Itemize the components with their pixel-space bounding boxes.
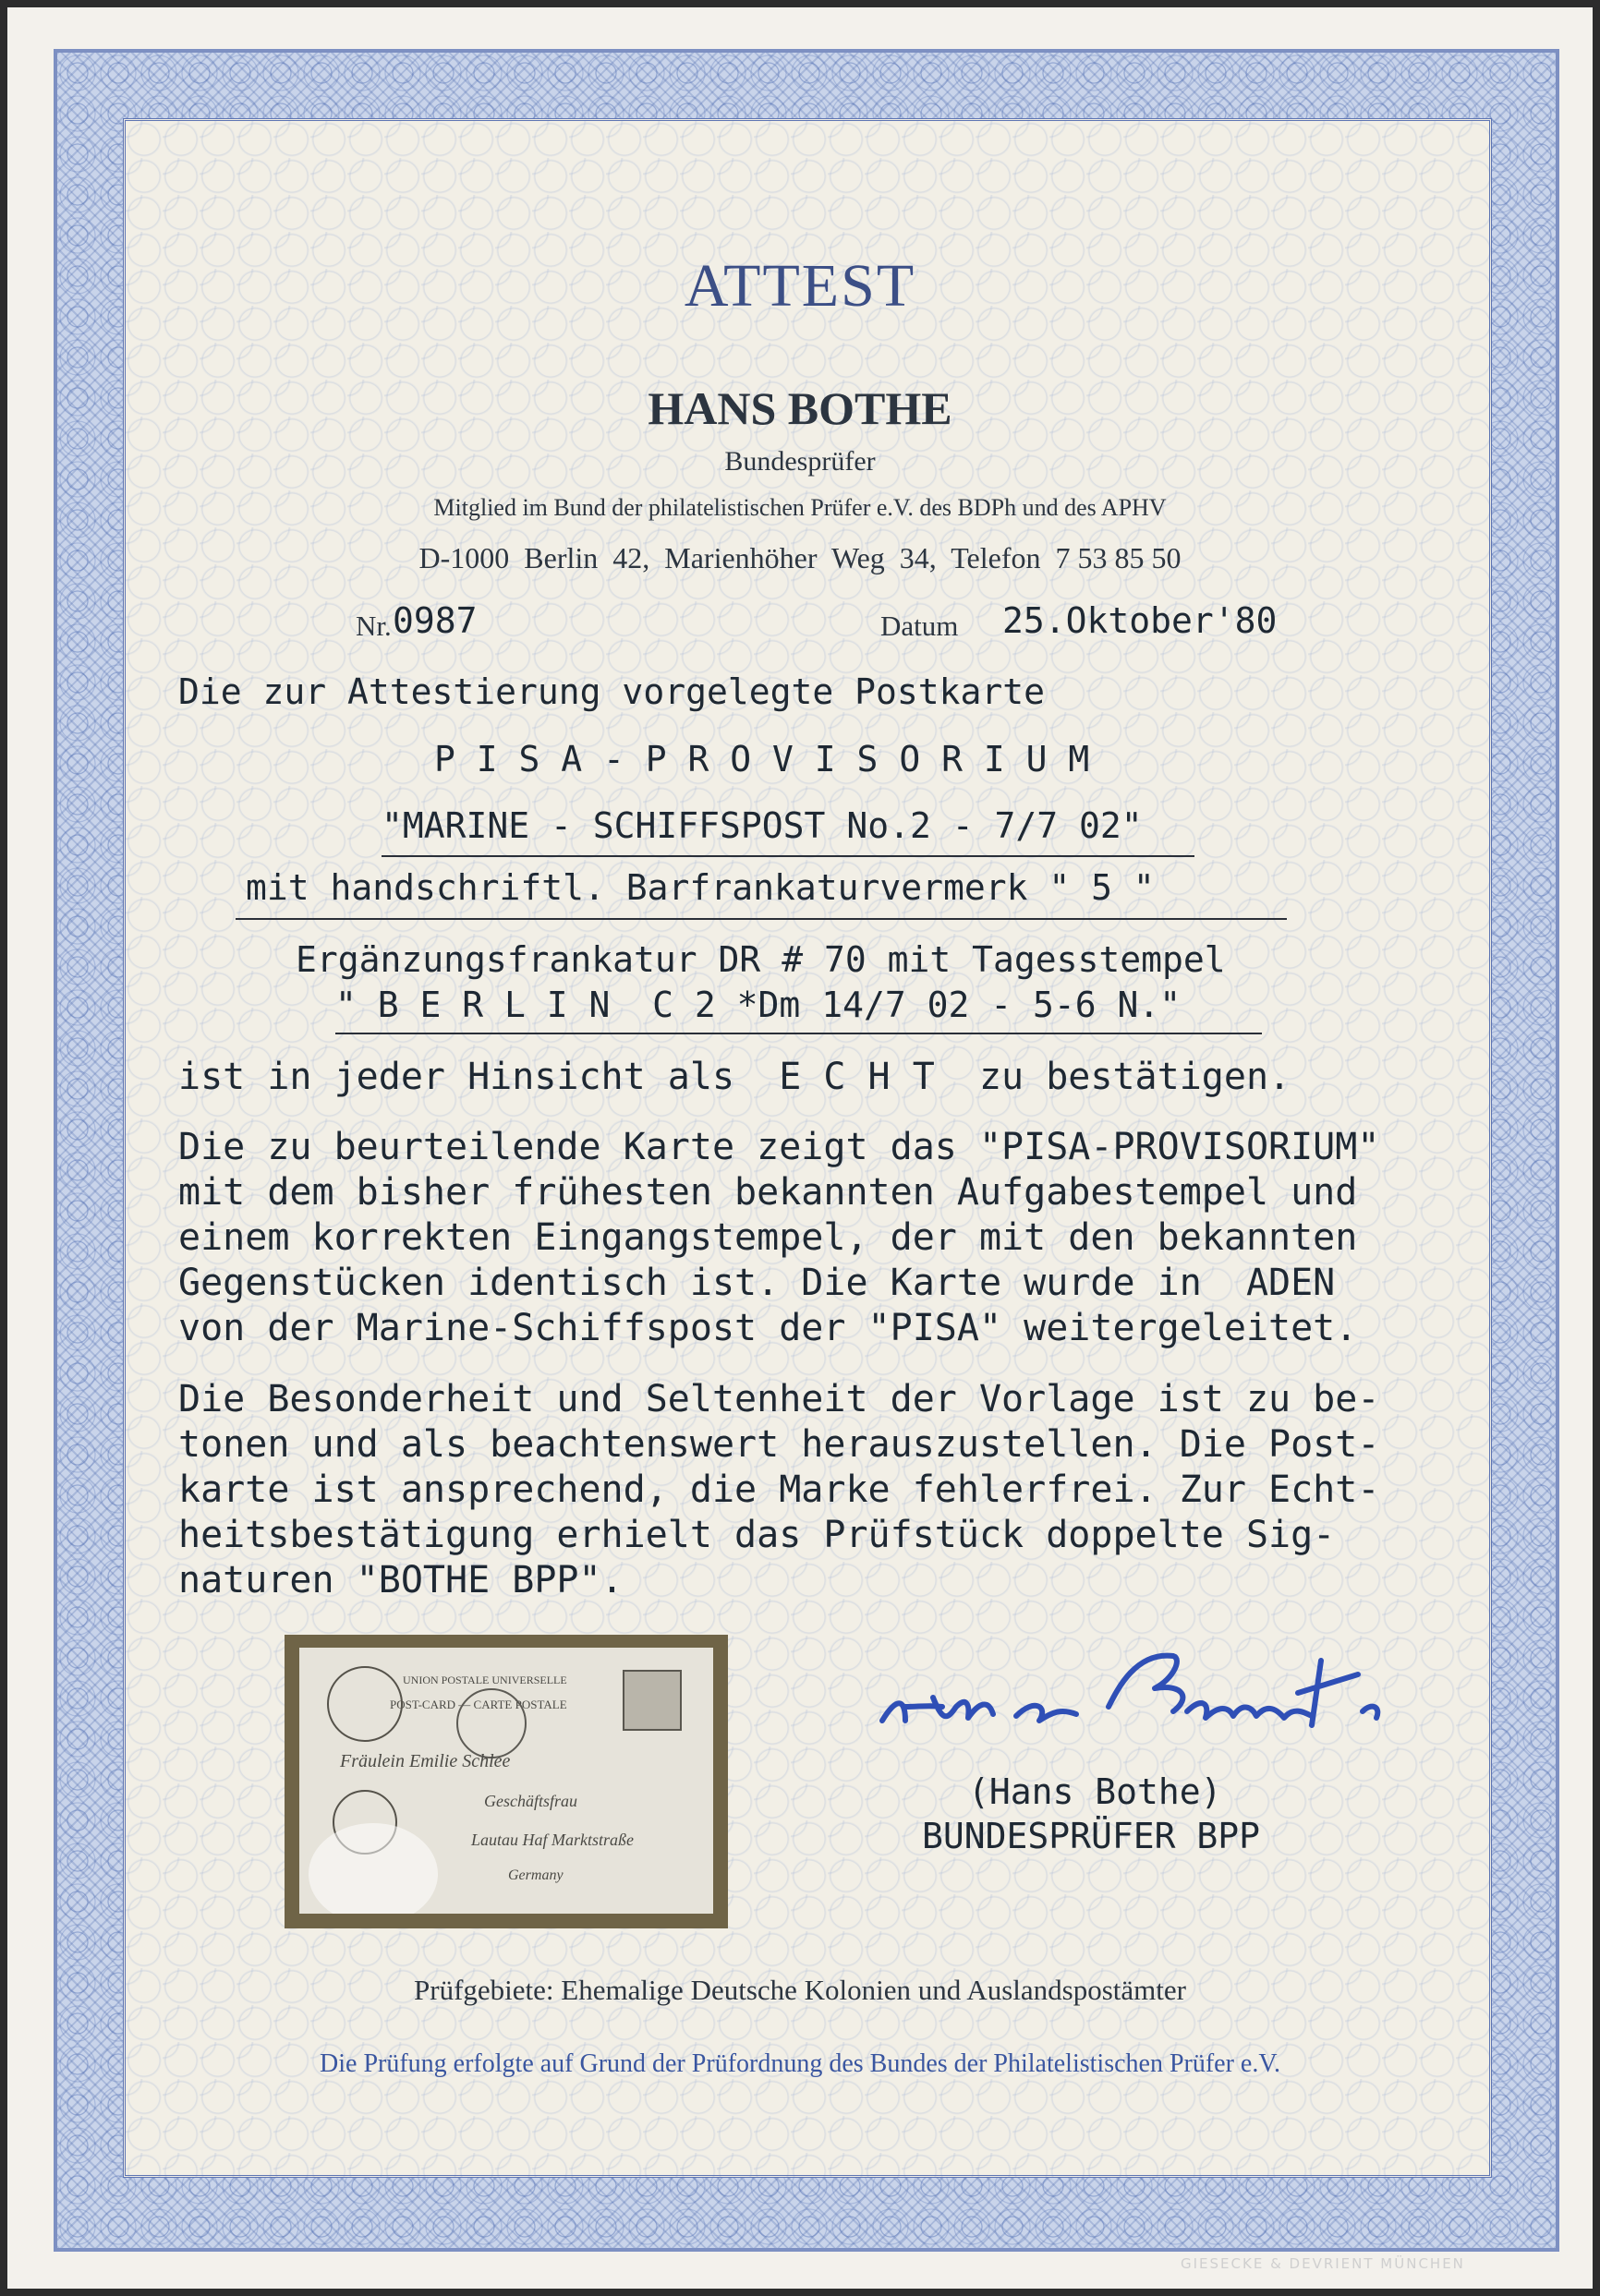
postmark-berlin <box>456 1688 527 1758</box>
examiner-role: Bundesprüfer <box>724 446 876 477</box>
paragraph1-line: mit dem bisher frühesten bekannten Aufgabestempel und <box>178 1171 1358 1214</box>
address-line: D-1000 Berlin 42, Marienhöher Weg 34, Telefon 7 53 85 50 <box>418 541 1182 574</box>
examiner-name: HANS BOTHE <box>648 382 952 434</box>
verdict-line: ist in jeder Hinsicht als E C H T zu bestätigen. <box>178 1056 1291 1098</box>
underline-1 <box>382 855 1194 857</box>
paragraph1-line: Die zu beurteilende Karte zeigt das "PISA-PROVISORIUM" <box>178 1126 1380 1168</box>
postage-stamp <box>623 1670 682 1731</box>
signer-title: BUNDESPRÜFER BPP <box>922 1816 1261 1856</box>
item-title: P I S A - P R O V I S O R I U M <box>434 739 1090 779</box>
underline-3 <box>335 1033 1262 1034</box>
nr-label: Nr. <box>356 610 392 642</box>
postcard-address-line: Germany <box>508 1867 564 1883</box>
item-supplement-text: Ergänzungsfrankatur DR # 70 mit Tagesstempel <box>296 939 1226 980</box>
item-frank-text: mit handschriftl. Barfrankaturvermerk " 5 " <box>246 867 1155 908</box>
date-value: 25.Oktober'80 <box>1002 600 1278 641</box>
paragraph1-line: Gegenstücken identisch ist. Die Karte wurde in ADEN <box>178 1262 1336 1304</box>
paragraph2-line: naturen "BOTHE BPP". <box>178 1559 624 1601</box>
item-cancel-text: "MARINE - SCHIFFSPOST No.2 - 7/7 02" <box>382 805 1143 846</box>
certificate-title: ATTEST <box>684 252 916 320</box>
postmark-marine <box>327 1666 403 1742</box>
membership-line: Mitglied im Bund der philatelistischen Prüfer e.V. des BDPh und des APHV <box>433 494 1167 521</box>
examination-basis: Die Prüfung erfolgte auf Grund der Prüfordnung des Bundes der Philatelistischen Prüfer e.V. <box>320 2049 1280 2078</box>
postcard-addressee: Fräulein Emilie Schlee <box>340 1751 511 1771</box>
date-label: Datum <box>880 610 959 642</box>
postcard-face <box>299 1648 713 1914</box>
paragraph1-line: einem korrekten Eingangstempel, der mit den bekannten <box>178 1216 1358 1259</box>
paragraph2-line: heitsbestätigung erhielt das Prüfstück doppelte Sig- <box>178 1514 1336 1556</box>
signer-name: (Hans Bothe) <box>968 1771 1222 1812</box>
paragraph2-line: karte ist ansprechend, die Marke fehlerfrei. Zur Echt- <box>178 1468 1380 1511</box>
handwritten-signature <box>878 1633 1432 1753</box>
intro-line: Die zur Attestierung vorgelegte Postkarte <box>178 671 1045 712</box>
embossed-seal <box>309 1823 438 1914</box>
item-berlin-cancel: " B E R L I N C 2 *Dm 14/7 02 - 5-6 N." <box>335 985 1182 1025</box>
printer-imprint: GIESECKE & DEVRIENT MÜNCHEN <box>1181 2255 1465 2272</box>
postcard-address-line: Geschäftsfrau <box>484 1792 577 1810</box>
postcard-photo <box>285 1635 728 1928</box>
examination-areas: Prüfgebiete: Ehemalige Deutsche Kolonien und Auslandspostämter <box>414 1974 1186 2006</box>
paragraph1-line: von der Marine-Schiffspost der "PISA" weitergeleitet. <box>178 1307 1358 1349</box>
postcard-union-text: UNION POSTALE UNIVERSELLE <box>403 1674 567 1686</box>
postcard-address-line: Lautau Haf Marktstraße <box>471 1831 635 1849</box>
nr-value: 0987 <box>393 600 478 641</box>
postcard-heading: POST-CARD — CARTE POSTALE <box>390 1698 567 1711</box>
underline-2 <box>236 918 1287 920</box>
paragraph2-line: Die Besonderheit und Seltenheit der Vorlage ist zu be- <box>178 1378 1380 1420</box>
paragraph2-line: tonen und als beachtenswert herauszustellen. Die Post- <box>178 1423 1380 1466</box>
